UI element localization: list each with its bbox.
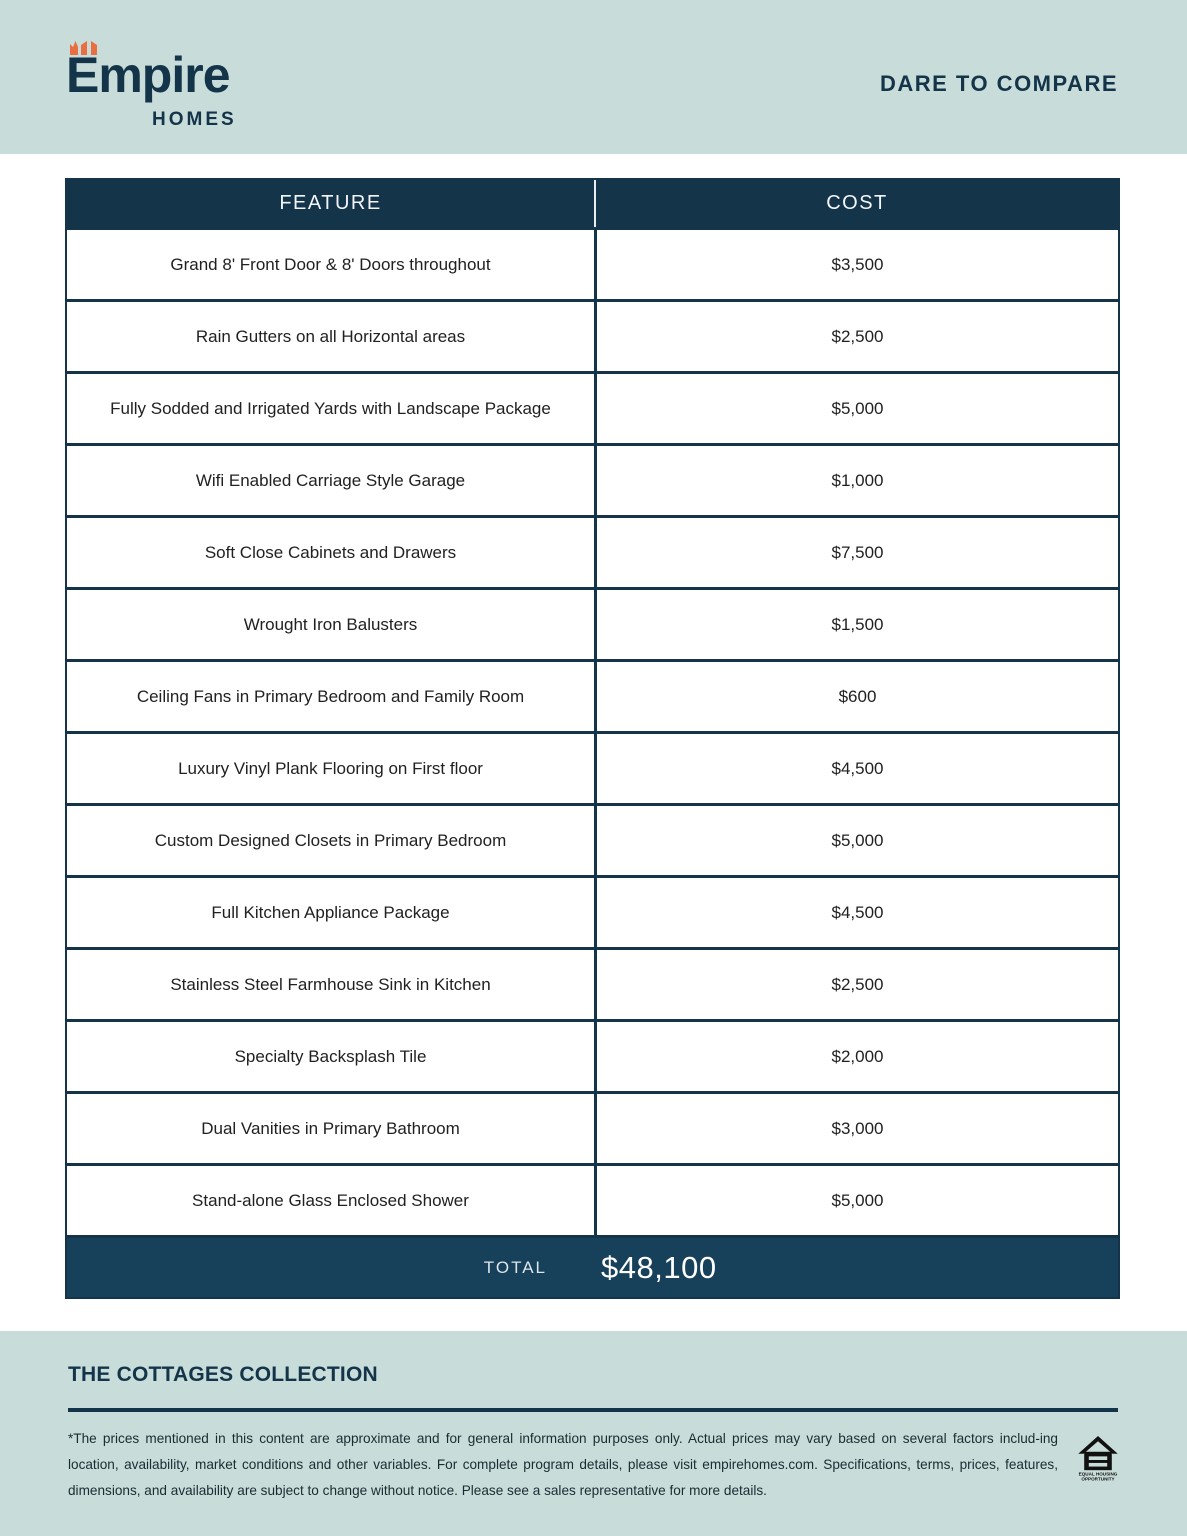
feature-cell: Grand 8' Front Door & 8' Doors throughout (170, 254, 491, 274)
table-row (67, 731, 1118, 803)
cost-cell: $1,500 (594, 590, 1118, 659)
table-body (67, 227, 1118, 1235)
cost-cell: $5,000 (594, 1166, 1118, 1235)
cost-cell: $4,500 (594, 734, 1118, 803)
cost-cell: $1,000 (594, 446, 1118, 515)
feature-cell: Luxury Vinyl Plank Flooring on First floor (178, 758, 483, 778)
cost-cell: $600 (594, 662, 1118, 731)
feature-cell: Wifi Enabled Carriage Style Garage (195, 470, 466, 490)
cost-cell: $4,500 (594, 878, 1118, 947)
cost-cell: $5,000 (594, 374, 1118, 443)
table-header-row (67, 180, 1118, 227)
cost-cell: $2,500 (594, 950, 1118, 1019)
cost-cell: $2,500 (594, 302, 1118, 371)
total-row (67, 1235, 1118, 1297)
tagline: DARE TO COMPARE (879, 71, 1118, 96)
brand-name: Empire (66, 47, 230, 103)
eho-label-line2: OPPORTUNITY (1081, 1476, 1115, 1482)
column-header-cost: COST (594, 180, 1118, 227)
table-row (67, 443, 1118, 515)
column-header-feature: FEATURE (279, 192, 382, 214)
table-row (67, 1091, 1118, 1163)
table-row (67, 587, 1118, 659)
feature-cell: Ceiling Fans in Primary Bedroom and Family Room (136, 686, 525, 706)
table-row (67, 227, 1118, 299)
table-row (67, 299, 1118, 371)
feature-cell: Custom Designed Closets in Primary Bedroom (154, 830, 507, 850)
table-row (67, 875, 1118, 947)
cost-cell: $7,500 (594, 518, 1118, 587)
feature-cell: Full Kitchen Appliance Package (211, 902, 450, 922)
cost-cell: $3,000 (594, 1094, 1118, 1163)
equal-housing-opportunity-icon (1078, 1436, 1118, 1482)
table-row (67, 659, 1118, 731)
feature-cell: Dual Vanities in Primary Bathroom (201, 1118, 460, 1138)
collection-title: THE COTTAGES COLLECTION (68, 1363, 378, 1386)
feature-cell: Soft Close Cabinets and Drawers (204, 542, 457, 562)
brand-sub: HOMES (152, 109, 237, 130)
feature-cell: Specialty Backsplash Tile (234, 1046, 427, 1066)
comparison-table (65, 178, 1120, 1299)
feature-cell: Rain Gutters on all Horizontal areas (195, 326, 466, 346)
feature-cell: Wrought Iron Balusters (243, 614, 418, 634)
cost-cell: $3,500 (594, 230, 1118, 299)
feature-cell: Fully Sodded and Irrigated Yards with Landscape Package (110, 398, 551, 418)
table-row (67, 803, 1118, 875)
total-label: TOTAL (483, 1257, 547, 1277)
footer-band (0, 1331, 1187, 1536)
table-row (67, 947, 1118, 1019)
feature-cell: Stainless Steel Farmhouse Sink in Kitchen (170, 974, 491, 994)
cost-cell: $5,000 (594, 806, 1118, 875)
table-row (67, 1019, 1118, 1091)
top-header-band (0, 0, 1187, 154)
footer-divider (68, 1408, 1118, 1412)
table-row (67, 515, 1118, 587)
table-row (67, 1163, 1118, 1235)
table-row (67, 371, 1118, 443)
feature-cell: Stand-alone Glass Enclosed Shower (192, 1190, 469, 1210)
disclaimer-text: *The prices mentioned in this content are approximate and for general information purposes only. Actual prices may vary based on several factors includ-ing location, availability, market conditions and other variables. For complete program details, please visit empirehomes.com. Specifications, terms, prices, features, dimensions, and availability are subject to change without notice. Please see a sales representative for more details. (68, 1431, 1058, 1499)
total-value: $48,100 (601, 1249, 717, 1285)
cost-cell: $2,000 (594, 1022, 1118, 1091)
eho-label-line1: EQUAL HOUSING (1078, 1471, 1118, 1477)
